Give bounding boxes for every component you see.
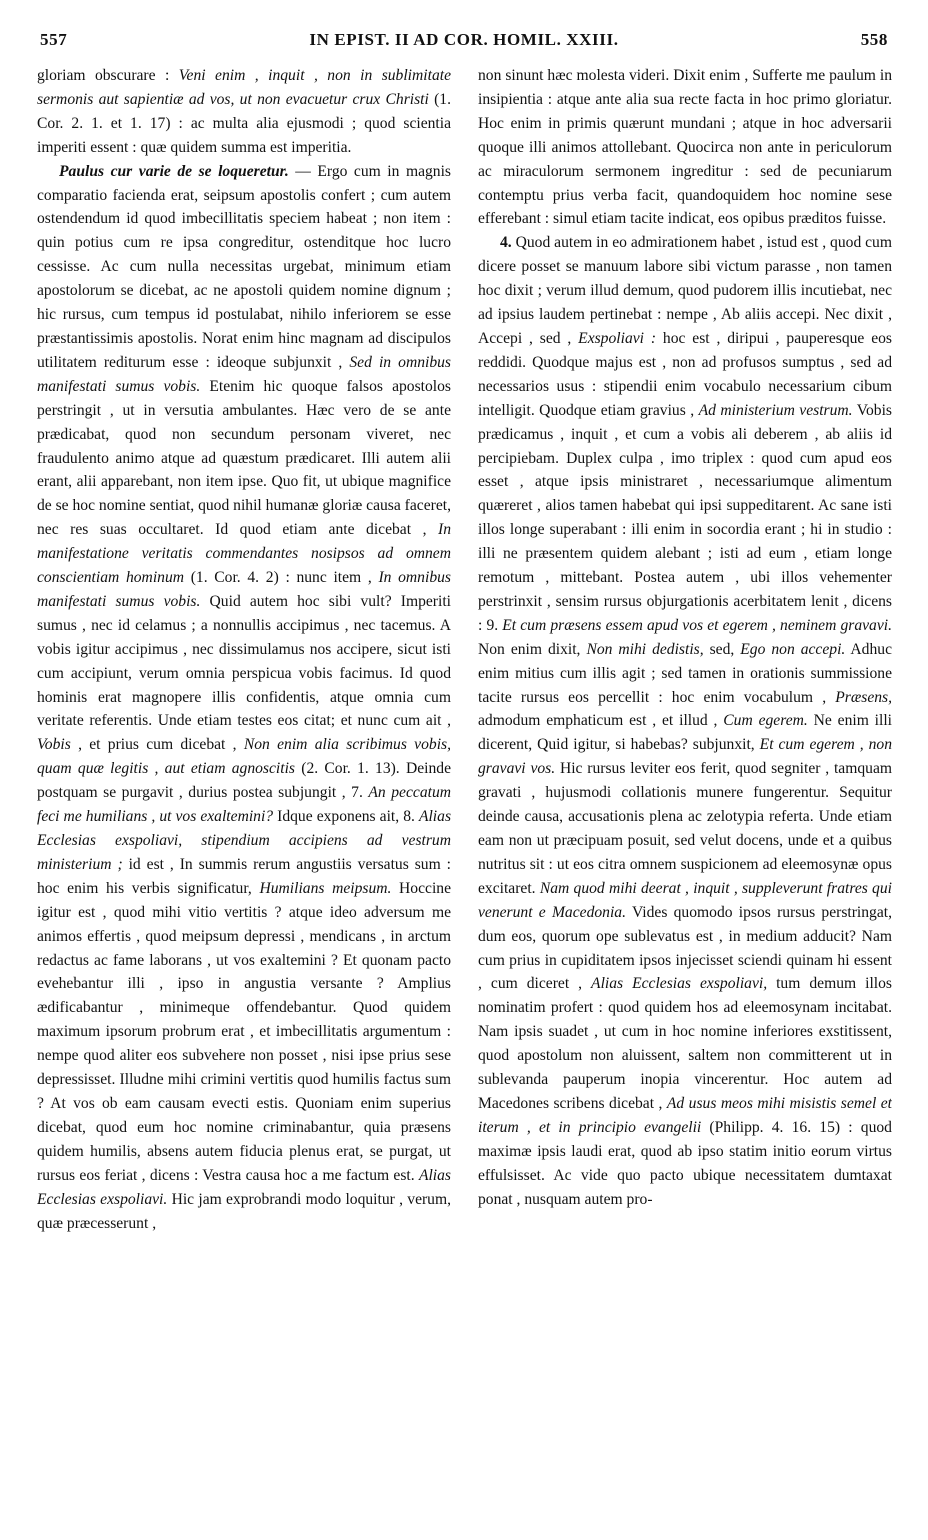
scripture-quote: Sed in omnibus manifestati sumus vobis. — [37, 353, 451, 395]
text-run: admodum emphaticum est , et illud , — [478, 712, 724, 730]
text-run: non sinunt hæc molesta videri. Dixit enim , Sufferte me paulum in insipientia : atque ante alia sua recte facta in hoc primo gloriatur. Hoc enim in primis quærunt mundani ; atque in hoc adversarii quoque illi animos attollebant. Quocirca non ante in periculorum ac miraculorum sermonem ingreditur : sed de pecuniarum contemptu prius verba facit, quandoquidem hoc nomine sese efferebant : simul etiam tacite indicat, eos opibus præditos fuisse. — [478, 67, 892, 228]
scripture-quote: Non mihi dedistis, — [586, 640, 704, 658]
paragraph-number: 4. — [500, 234, 512, 252]
scripture-quote: Veni enim , inquit , non in sublimitate sermonis aut sapientiæ ad vos, ut non evacuetur crux Christi — [37, 67, 451, 108]
scripture-quote: Humilians meipsum. — [259, 879, 392, 897]
left-column — [37, 64, 451, 1524]
right-page-number: 558 — [860, 30, 888, 49]
scripture-quote: In omnibus manifestati sumus vobis. — [37, 569, 451, 610]
text-run: Hic jam exprobrandi modo loquitur , verum, quæ præcesserunt , — [37, 1190, 451, 1232]
text-run: Etenim hic quoque falsos apostolos perstringit , ut in versutia ambulantes. Hæc vero de se ante prædicabat, quod non secundum personam viveret, nec fraudulento animo atque ad quæstum prædicaret. Illi autem alii erant, alii apparebant, non item ipse. Quo fit, ut ubique magnifice de se hoc nomine sentiat, quod nihil humanæ gloriæ causa faceret, nec res suas occultaret. Id quod etiam ante dicebat , — [37, 377, 451, 539]
text-run: id est , In summis rerum angustiis versatus sum : hoc enim his verbis significatur, — [37, 855, 451, 897]
text-run: sed, — [703, 640, 741, 658]
text-run: (Philipp. 4. 16. 15) : quod maximæ ipsis laudi erat, quod ab ipso statim initio eorum virtus effulsisset. Ac vide quo pacto ubique necessitatem dumtaxat ponat , nusquam autem pro- — [478, 1118, 892, 1208]
scripture-quote: Alias Ecclesias exspoliavi, stipendium accipiens ad vestrum ministerium ; — [37, 808, 451, 873]
text-run: Quid autem hoc sibi vult? Imperiti sumus , nec id celamus ; a nonnullis accipimus , nec tacemus. A vobis igitur accipimus , nec dissimulamus nos accipere, sicut isti cum accipiunt, verum omnia perspicua vobis facimus. Id quod hominis erat magnopere illis confidentis, atque omnia cum veritate referentis. Unde etiam testes eos citat; et nunc cum ait , — [37, 592, 451, 730]
running-header — [40, 30, 888, 56]
text-run: Vides quomodo ipsos rursus perstringat, dum eos, quorum ope sublevatus est , in medium adducit? Nam cum prius in cupiditatem ipsos injecisset sciendi quinam hi essent , cum diceret , — [478, 903, 892, 993]
scripture-quote: Alias Ecclesias exspoliavi, — [591, 975, 768, 993]
text-run: Hoccine igitur est , quod mihi vitio vertitis ? atque ideo adversum me animos effertis , quod meipsum depressi , mendicans , in arctum redactus ac fame laborans , ut vos exaltemini ? Et quonam pacto evehebantur illi , ipso in angustia versante ? Amplius ædificabantur , minimeque offendebantur. Quod quidem maximum ipsorum probrum erat , et imbecillitatis argumentum : nempe quod aliter eos subvehere non posset , nisi ipse prius sese depressisset. Illudne mihi crimini vertitis quod humilis factus sum ? At vos ob eam causam evecti estis. Quoniam enim superius dicebat, quod eum hoc nomine criminabantur, quia præsens quidem humilis, absens autem fiducia plenus erat, se purgat, ut rursus eos feriat , dicens : Vestra causa hoc a me factum est. — [37, 879, 451, 1184]
left-page-number: 557 — [40, 30, 68, 49]
paragraph — [478, 231, 892, 1211]
scripture-quote: Exspoliavi : — [578, 329, 657, 347]
text-run: Ne enim illi dicerent, Quid igitur, si habebas? subjunxit, — [478, 712, 892, 754]
scripture-quote: Præsens, — [835, 688, 892, 706]
text-run: Idque exponens ait, 8. — [273, 808, 419, 826]
paragraph — [478, 64, 892, 231]
text-run: Adhuc enim mitius cum illis agit ; sed tamen in orationis summissione tacite rursus eos percellit : hoc enim vocabulum , — [478, 640, 892, 706]
text-run: Hic rursus leviter eos ferit, quod segniter , tamquam gravati , hujusmodi collationis munere fungerentur. Sequitur deinde causa, accusationis plena ac zelotypia referta. Unde etiam eam non ut præcipuam posuit, sed velut docens, unde et a quibus nutritus sit : ut eos citra omnem suspicionem ad eleemosynæ opus excitaret. — [478, 760, 892, 897]
scripture-quote: Alias Ecclesias exspoliavi. — [37, 1166, 451, 1208]
text-run: Non enim dixit, — [478, 640, 587, 658]
text-run: Vobis prædicamus , inquit , et cum a vobis ali deberem , ab aliis id percipiebam. Duplex culpa , imo triplex : quod cum apud eos esset , atque ipsis ministraret , necessariumque alimentum quæreret , alios tamen habebat qui ipsi suppeditarent. Ac sane isti illos longe superabant : illi enim in socordia erant ; hi in studio : illi ne præsentem quidem alebant ; isti ad eum , etiam longe remotum , mittebant. Postea autem , ubi illos vehementer perstrinxit , sensim rursus objurgationis acerbitatem lenit , dicens : 9. — [478, 401, 892, 634]
scripture-quote: Ad usus meos mihi misistis semel et iterum , et in principio evangelii — [478, 1094, 892, 1136]
text-run: , et prius cum dicebat , — [70, 736, 244, 754]
scripture-quote: Cum egerem. — [723, 712, 808, 730]
scripture-quote: Ad ministerium vestrum. — [698, 401, 853, 419]
text-run: gloriam obscurare : — [37, 67, 179, 84]
text-run: (1. Cor. 2. 1. et 1. 17) : ac multa alia ejusmodi ; quod scientia imperiti essent : quæ quidem summa est imperitia. — [37, 90, 451, 156]
text-run: Quod autem in eo admirationem habet , istud est , quod cum dicere posset se manuum labore sibi victum parasse , non tamen hoc dixit ; verum illud demum, quod pudorem illis incutiebat, nec ad ipsius laudem pertinebat : nempe , Ab aliis accepi. Nec dixit , Accepi , sed , — [478, 234, 892, 347]
scripture-quote: Et cum egerem , non gravavi vos. — [478, 736, 892, 778]
scripture-quote: In manifestatione veritatis commendantes nosipsos ad omnem conscientiam hominum — [37, 521, 451, 587]
scripture-quote: Vobis — [37, 736, 71, 754]
running-title: IN EPIST. II AD COR. HOMIL. XXIII. — [309, 30, 619, 49]
scripture-quote: An peccatum feci me humilians , ut vos exaltemini? — [37, 784, 451, 826]
text-run: hoc est , diripui , pauperesque eos reddidi. Quodque majus est , non ad profusos sumptus , sed ad necessarios usus : stipendii enim vocabulo necessarium cibum intelligit. Quodque etiam gravius , — [478, 329, 892, 419]
text-run: (2. Cor. 1. 13). Deinde postquam se purgavit , durius postea subjungit , 7. — [37, 760, 451, 802]
scripture-quote: Nam quod mihi deerat , inquit , suppleverunt fratres qui venerunt e Macedonia. — [478, 879, 892, 921]
text-run: — Ergo cum in magnis comparatio facienda erat, seipsum apostolis confert ; cum autem ostendendum id quod imbecillitatis speciem habeat ; non item : quin potius cum re ipsa congreditur, ostenditque hoc lucro cessisse. Ac cum nulla necessitas urgebat, minimum etiam apostolorum se dicebat, ac ne apostoli quidem nomine dignum ; hic rursus, cum tempus id postulabat, nihilo inferiorem se esse præstantissimis apostolis. Norat enim hinc magnam ad discipulos utilitatem rediturum esse : ideoque subjunxit , — [37, 162, 451, 371]
paragraph — [37, 64, 451, 160]
paragraph — [37, 160, 451, 1236]
section-heading: Paulus cur varie de se loqueretur. — [59, 162, 289, 180]
text-run: tum demum illos nominatim profert : quod quidem hos ad eleemosynam incitabat. Nam ipsis suadet , ut cum in hoc nomine inferiores exstitissent, quod apostolum non aluissent, saltem non committerent ut in sublevanda pauperum inopia vincerentur. Hoc autem ad Macedones scribens dicebat , — [478, 975, 892, 1112]
scripture-quote: Ego non accepi. — [740, 640, 846, 658]
right-column — [478, 64, 892, 1524]
scripture-quote: Non enim alia scribimus vobis, quam quæ legitis , aut etiam agnoscitis — [37, 736, 451, 778]
scripture-quote: Et cum præsens essem apud vos et egerem , neminem gravavi. — [502, 616, 892, 634]
text-run: (1. Cor. 4. 2) : nunc item , — [184, 569, 379, 587]
